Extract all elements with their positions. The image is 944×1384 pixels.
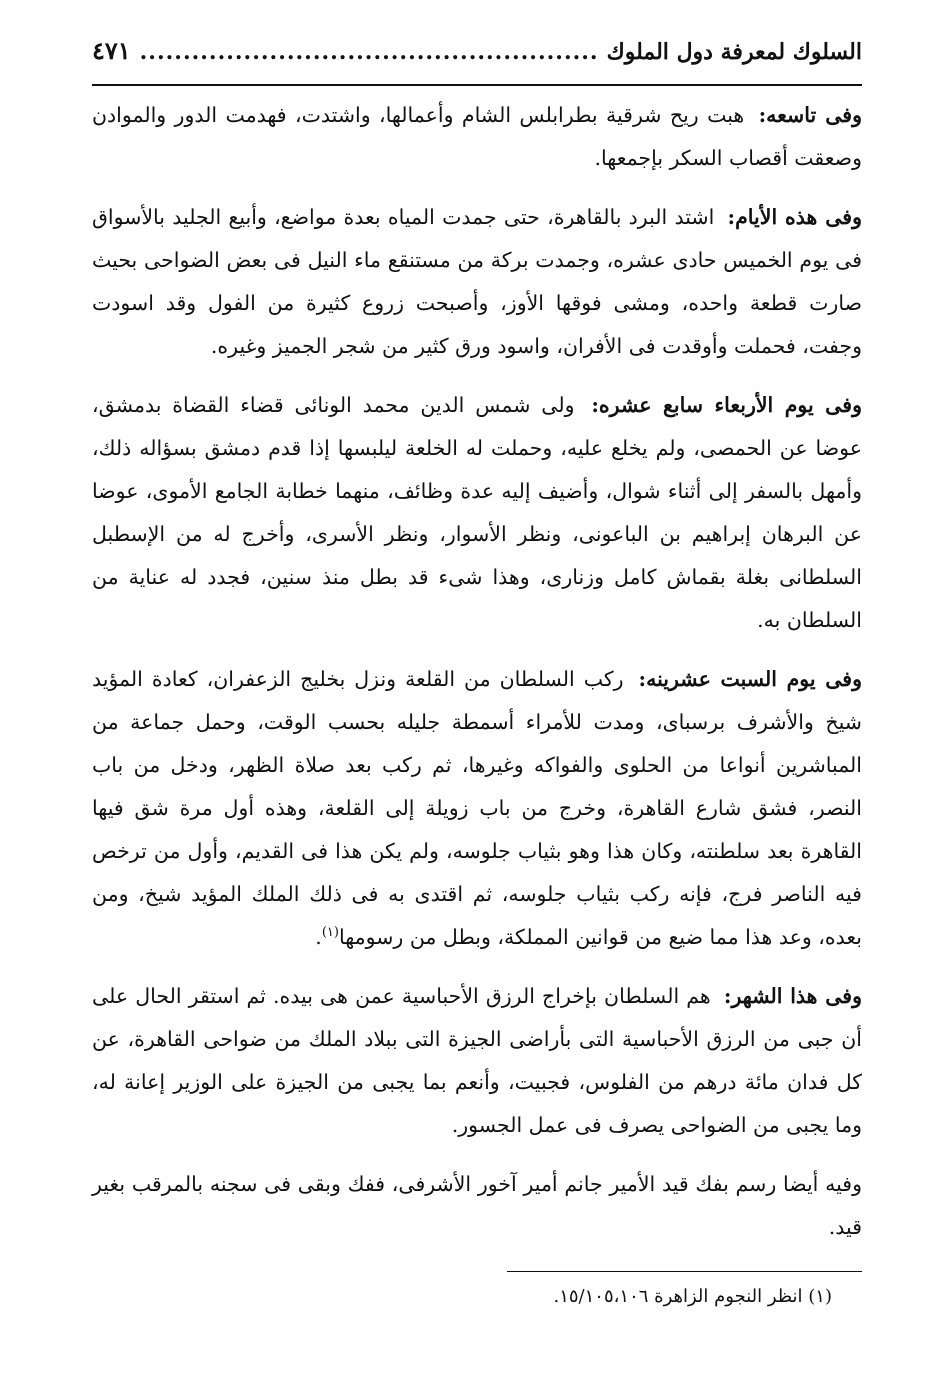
paragraph-this-month: [92, 975, 862, 1147]
footnote-divider: [507, 1271, 862, 1272]
page-number: ٤٧١: [92, 36, 131, 65]
book-title: السلوك لمعرفة دول الملوك: [606, 39, 862, 65]
footnote: (١) انظر النجوم الزاهرة ١٥/١٠٥،١٠٦.: [553, 1286, 832, 1307]
paragraph-lead: وفى هذه الأيام:: [727, 205, 862, 229]
paragraph-also: [92, 1163, 862, 1249]
paragraph-text: هم السلطان بإخراج الرزق الأحباسية عمن هى بيده. ثم استقر الحال على أن جبى من الرزق الأحباسية التى بأراضى الجيزة التى ببلاد الملك من ضواحى القاهرة، عن كل فدان مائة درهم من الفلوس، فجبيت، وأنعم بما يجبى من الجيزة على الوزير إعانة له، وما يجبى من الضواحى يصرف فى عمل الجسور.: [92, 984, 862, 1137]
book-page: [92, 36, 862, 1312]
paragraph-text: ركب السلطان من القلعة ونزل بخليج الزعفران، كعادة المؤيد شيخ والأشرف برسباى، ومدت للأمراء أسمطة جليله بحسب الوقت، وحمل جماعة من المباشرين أنواعا من الحلوى والفواكه وغيرها، ثم ركب بعد صلاة الظهر، ودخل من باب النصر، فشق شارع القاهرة، وخرج من باب زويلة إلى القلعة، وهذه أول مرة شق فيها القاهرة بعد سلطنته، وكان هذا وهو بثياب جلوسه، ولم يكن هذا فى القديم، وأول من ترخص فيه الناصر فرج، فإنه ركب بثياب جلوسه، ثم اقتدى به فى ذلك الملك المؤيد شيخ، ومن بعده، وعد هذا مما ضيع من قوانين المملكة، وبطل من رسومها: [92, 667, 862, 949]
paragraph-text: اشتد البرد بالقاهرة، حتى جمدت المياه بعدة مواضع، وأبيع الجليد بالأسواق فى يوم الخميس حادى عشره، وجمدت بركة من مستنقع ماء النيل فى بعض الضواحى بحيث صارت قطعة واحده، ومشى فوقها الأوز، وأصبحت زروع كثيرة من الفول وقد اسودت وجفت، فحملت وأوقدت فى الأفران، واسود ورق كثير من شجر الجميز وغيره.: [92, 205, 862, 358]
paragraph-lead: وفى هذا الشهر:: [723, 984, 862, 1008]
paragraph-ninth: [92, 94, 862, 180]
paragraph-lead: وفى تاسعه:: [758, 103, 862, 127]
paragraph-text: وفيه أيضا رسم بفك قيد الأمير جانم أمير آخور الأشرفى، ففك وبقى فى سجنه بالمرقب بغير قيد.: [92, 1172, 862, 1239]
paragraph-wednesday: [92, 384, 862, 642]
running-header: [92, 36, 862, 86]
paragraph-saturday: [92, 658, 862, 959]
paragraph-lead: وفى يوم الأربعاء سابع عشره:: [591, 393, 862, 417]
paragraph-lead: وفى يوم السبت عشرينه:: [638, 667, 862, 691]
paragraph-these-days: [92, 196, 862, 368]
leader-dots: [139, 39, 599, 65]
paragraph-tail: .: [315, 925, 322, 949]
paragraph-text: ولى شمس الدين محمد الونائى قضاء القضاة بدمشق، عوضا عن الحمصى، ولم يخلع عليه، وحملت له الخلعة ليلبسها إذا قدم دمشق بسؤاله ذلك، وأمهل بالسفر إلى أثناء شوال، وأضيف إليه عدة وظائف، منهما خطابة الجامع الأموى، عوضا عن البرهان إبراهيم بن الباعونى، ونظر الأسوار، ونظر الأسرى، وأخرج له من الإسطبل السلطانى بغلة بقماش كامل وزنارى، وهذا شىء قد بطل منذ سنين، فجدد له عناية من السلطان به.: [92, 393, 862, 632]
paragraph-text: هبت ريح شرقية بطرابلس الشام وأعمالها، واشتدت، فهدمت الدور والموادن وصعقت أقصاب السكر بإجمعها.: [92, 103, 862, 170]
footnote-reference: (١): [321, 925, 339, 941]
